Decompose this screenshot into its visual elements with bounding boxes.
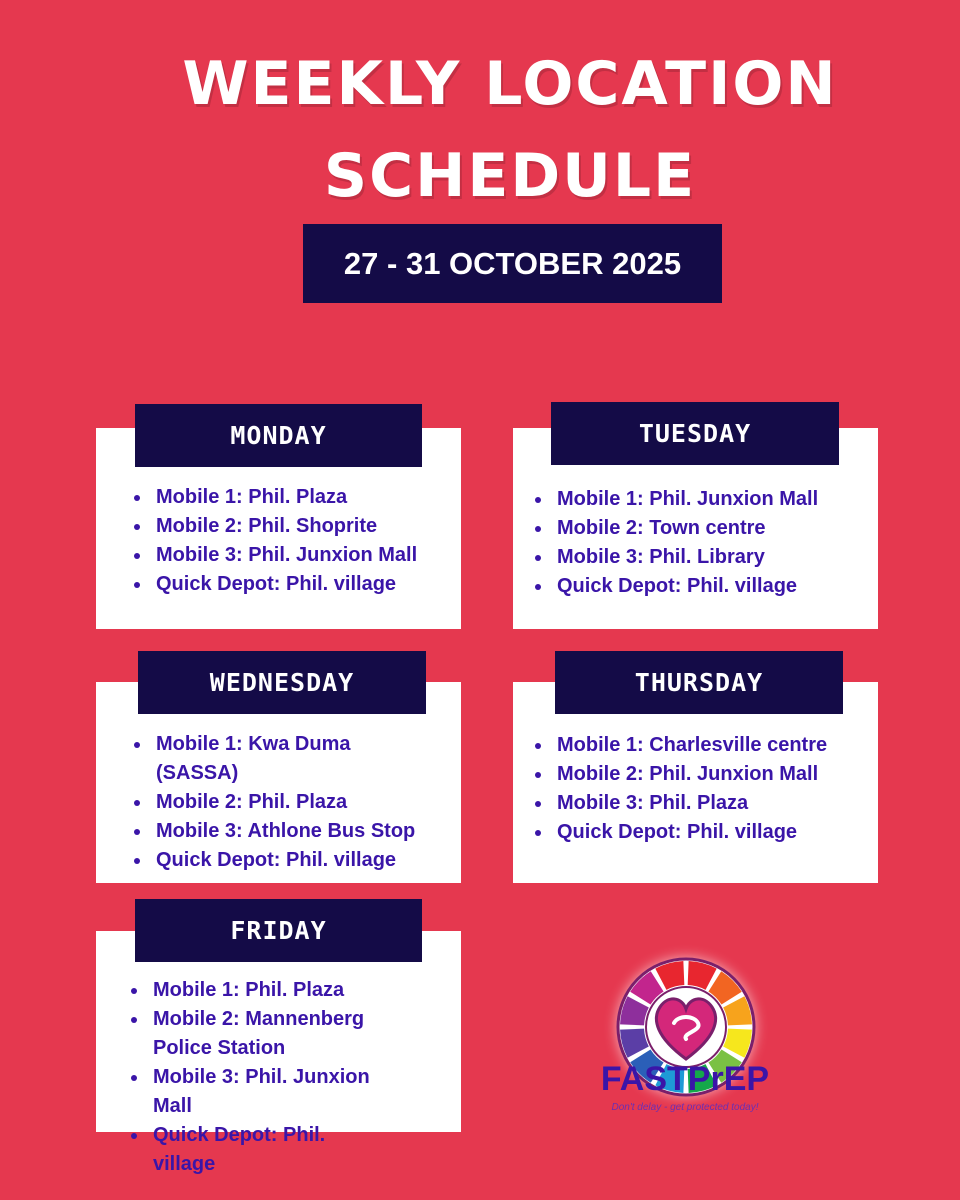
friday-location-list (131, 976, 381, 1179)
thursday-label: THURSDAY (555, 651, 843, 714)
list-item: Mobile 1: Phil. Plaza (131, 976, 381, 1005)
tuesday-label: TUESDAY (551, 402, 839, 465)
list-item: Quick Depot: Phil. village (535, 818, 870, 847)
wednesday-location-list (134, 730, 434, 875)
tuesday-location-list (535, 485, 870, 601)
list-item: Quick Depot: Phil. village (131, 1121, 381, 1179)
list-item: Quick Depot: Phil. village (134, 570, 454, 599)
page-title (100, 38, 920, 222)
list-item: Mobile 3: Phil. Library (535, 543, 870, 572)
list-item: Mobile 3: Athlone Bus Stop (134, 817, 434, 846)
thursday-location-list (535, 731, 870, 847)
list-item: Mobile 2: Town centre (535, 514, 870, 543)
title-line-1: WEEKLY LOCATION (182, 49, 838, 119)
list-item: Quick Depot: Phil. village (134, 846, 434, 875)
date-range-banner: 27 - 31 OCTOBER 2025 (303, 224, 722, 303)
list-item: Mobile 2: Mannenberg Police Station (131, 1005, 381, 1063)
list-item: Mobile 1: Kwa Duma (SASSA) (134, 730, 434, 788)
list-item: Mobile 3: Phil. Plaza (535, 789, 870, 818)
wednesday-label: WEDNESDAY (138, 651, 426, 714)
brand-name: FASTPrEP (600, 1060, 770, 1098)
friday-label: FRIDAY (135, 899, 422, 962)
list-item: Mobile 1: Phil. Junxion Mall (535, 485, 870, 514)
list-item: Mobile 2: Phil. Plaza (134, 788, 434, 817)
list-item: Mobile 3: Phil. Junxion Mall (134, 541, 454, 570)
monday-label: MONDAY (135, 404, 422, 467)
list-item: Mobile 1: Charlesville centre (535, 731, 870, 760)
list-item: Mobile 3: Phil. Junxion Mall (131, 1063, 381, 1121)
list-item: Quick Depot: Phil. village (535, 572, 870, 601)
title-line-2: SCHEDULE (323, 141, 697, 211)
monday-location-list (134, 483, 454, 599)
list-item: Mobile 2: Phil. Shoprite (134, 512, 454, 541)
list-item: Mobile 2: Phil. Junxion Mall (535, 760, 870, 789)
brand-tagline: Don't delay - get protected today! (611, 1102, 759, 1113)
list-item: Mobile 1: Phil. Plaza (134, 483, 454, 512)
